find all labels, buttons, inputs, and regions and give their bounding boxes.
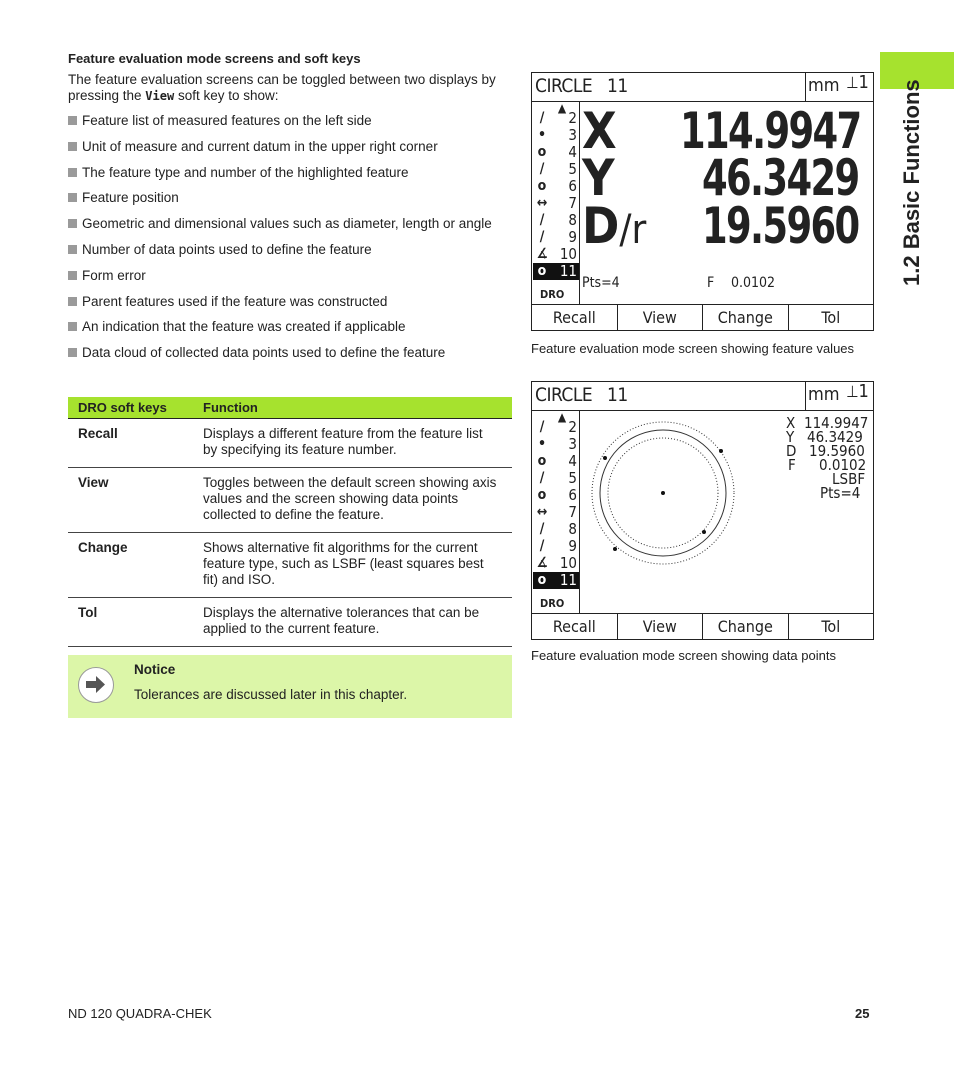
distance-icon: ↔: [536, 195, 548, 211]
screen-title-bar: [532, 382, 873, 411]
arrow-right-icon: [78, 667, 114, 703]
point-icon: •: [537, 127, 547, 143]
bullet-item: [68, 216, 492, 242]
dro-screen-values: [531, 72, 874, 331]
feature-number: 9: [568, 537, 577, 555]
table-row: [68, 597, 512, 646]
feature-list-item[interactable]: [533, 212, 579, 229]
bullet-item: [68, 345, 492, 371]
feature-number: 4: [568, 452, 577, 470]
table-header-row: [68, 397, 512, 418]
bullet-text: An indication that the feature was created if applicable: [82, 319, 406, 335]
feature-number: 11: [559, 262, 577, 280]
feature-number: 5: [568, 469, 577, 487]
data-cloud-plot: [588, 418, 738, 568]
bullet-square-icon: [68, 245, 77, 254]
line-icon: /: [539, 161, 545, 177]
circle-icon: o: [537, 572, 547, 588]
tol-softkey[interactable]: Tol: [821, 308, 841, 327]
circle-icon: o: [537, 263, 547, 279]
unit-label: mm: [808, 75, 840, 96]
screen1-caption: Feature evaluation mode screen showing feature values: [531, 341, 855, 356]
feature-list-item[interactable]: [533, 504, 579, 521]
unit-datum-box: [805, 73, 873, 102]
bullet-square-icon: [68, 297, 77, 306]
feature-number: 8: [568, 211, 577, 229]
x-axis-label: X: [786, 414, 796, 432]
bullet-square-icon: [68, 271, 77, 280]
table-header-softkeys: DRO soft keys: [68, 397, 203, 418]
bullet-text: Feature position: [82, 190, 179, 206]
bullet-square-icon: [68, 219, 77, 228]
point-icon: •: [537, 436, 547, 452]
dro-label: DRO: [540, 597, 565, 610]
data-point: [613, 547, 617, 551]
angle-icon: ∡: [536, 246, 548, 262]
bullet-square-icon: [68, 168, 77, 177]
tol-softkey[interactable]: Tol: [821, 617, 841, 636]
change-softkey[interactable]: Change: [703, 614, 789, 639]
data-point: [719, 449, 723, 453]
bullet-item: [68, 139, 492, 165]
recall-softkey[interactable]: Recall: [532, 305, 618, 330]
points-count: Pts=4: [582, 275, 620, 291]
softkey-name: View: [68, 467, 203, 532]
circle-icon: o: [537, 178, 547, 194]
bullet-item: [68, 190, 492, 216]
circle-icon: o: [537, 144, 547, 160]
line-icon: /: [539, 212, 545, 228]
feature-list-item[interactable]: [533, 178, 579, 195]
feature-number: 6: [568, 486, 577, 504]
feature-list-item[interactable]: [533, 453, 579, 470]
bullet-square-icon: [68, 348, 77, 357]
feature-number: 4: [568, 143, 577, 161]
points-count: Pts=4: [820, 484, 861, 502]
dro-label: DRO: [540, 288, 565, 301]
feature-list: [532, 411, 580, 613]
feature-number: 6: [568, 177, 577, 195]
scroll-up-icon[interactable]: ▲: [557, 101, 567, 115]
line-icon: /: [539, 419, 545, 435]
feature-list-item[interactable]: [533, 419, 579, 436]
bullet-text: Parent features used if the feature was constructed: [82, 293, 388, 309]
circle-icon: o: [537, 487, 547, 503]
feature-list-item[interactable]: [533, 436, 579, 453]
table-row: [68, 467, 512, 532]
bullet-text: Feature list of measured features on the left side: [82, 113, 372, 128]
bullet-item: [68, 165, 492, 191]
feature-list-item[interactable]: [533, 246, 579, 263]
feature-number: 5: [568, 160, 577, 178]
d-axis-label: D: [786, 442, 797, 460]
intro-text-end: soft key to show:: [174, 88, 279, 103]
section-tab-label: 1.2 Basic Functions: [899, 79, 924, 286]
feature-number: 7: [568, 503, 577, 521]
view-softkey[interactable]: View: [618, 305, 704, 330]
bullet-square-icon: [68, 193, 77, 202]
feature-number: 2: [568, 418, 577, 436]
feature-list-item[interactable]: [533, 555, 579, 572]
y-axis-label: Y: [582, 149, 615, 207]
footer-product: ND 120 QUADRA-CHEK: [68, 1006, 212, 1021]
softkey-bar: [532, 304, 873, 330]
d-value: 19.5960: [809, 442, 865, 460]
feature-number: 7: [568, 194, 577, 212]
circle-icon: o: [537, 453, 547, 469]
bullet-text: Number of data points used to define the feature: [82, 241, 372, 257]
form-error-value: 0.0102: [819, 456, 867, 474]
form-error-value: 0.0102: [731, 275, 776, 291]
page-number: 25: [855, 1006, 870, 1021]
form-error-label: F: [788, 456, 796, 474]
x-value: 114.9947: [804, 414, 869, 432]
feature-list-item[interactable]: [533, 144, 579, 161]
feature-list-item[interactable]: [533, 572, 579, 589]
line-icon: /: [539, 538, 545, 554]
datum-label: ⊥1: [846, 381, 869, 402]
y-value: 46.3429: [807, 428, 863, 446]
bullet-item: [68, 268, 492, 294]
feature-number: 3: [568, 126, 577, 144]
line-icon: /: [539, 229, 545, 245]
feature-list-item[interactable]: [533, 127, 579, 144]
bullet-text: Form error: [82, 267, 146, 283]
softkey-function: Displays the alternative tolerances that can be applied to the current feature.: [203, 597, 512, 646]
datum-label: ⊥1: [846, 72, 869, 93]
bullet-item: [68, 242, 492, 268]
data-point: [603, 456, 607, 460]
feature-list-item[interactable]: [533, 487, 579, 504]
bullet-item: [68, 294, 492, 320]
view-softkey[interactable]: View: [618, 614, 704, 639]
notice-title: Notice: [134, 662, 176, 677]
bullet-text: Unit of measure and current datum in the upper right corner: [82, 138, 438, 154]
bullet-item: [68, 319, 492, 345]
feature-title: CIRCLE 11: [535, 75, 628, 97]
softkey-name: Tol: [68, 597, 203, 646]
softkey-bar: [532, 613, 873, 639]
feature-list-item[interactable]: [533, 195, 579, 212]
angle-icon: ∡: [536, 555, 548, 571]
bullet-text: Geometric and dimensional values such as diameter, length or angle: [82, 216, 492, 232]
softkey-table: [68, 397, 512, 647]
screen2-caption: Feature evaluation mode screen showing data points: [531, 648, 836, 663]
recall-softkey[interactable]: Recall: [532, 614, 618, 639]
softkey-function: Shows alternative fit algorithms for the current feature type, such as LSBF (least squares best fit) and ISO.: [203, 532, 512, 597]
notice-text: Tolerances are discussed later in this chapter.: [134, 687, 408, 702]
feature-list-item[interactable]: [533, 110, 579, 127]
bullet-text: Data cloud of collected data points used to define the feature: [82, 345, 446, 361]
feature-list-item[interactable]: [533, 161, 579, 178]
section-heading: Feature evaluation mode screens and soft keys: [68, 51, 361, 66]
bullet-square-icon: [68, 116, 77, 125]
feature-number: 11: [559, 571, 577, 589]
table-row: [68, 418, 512, 467]
dro-screen-points: [531, 381, 874, 640]
intro-paragraph: [68, 72, 513, 104]
form-error-label: F: [707, 275, 715, 291]
bullet-text: The feature type and number of the highlighted feature: [82, 164, 409, 180]
change-softkey[interactable]: Change: [703, 305, 789, 330]
softkey-name: Recall: [68, 418, 203, 467]
intro-text: The feature evaluation screens can be toggled between two displays by pressing the: [68, 72, 496, 103]
notice-box: [68, 655, 512, 718]
feature-number: 2: [568, 109, 577, 127]
bullet-square-icon: [68, 322, 77, 331]
y-value: 46.3429: [702, 149, 859, 207]
feature-list: [532, 102, 580, 304]
bullet-square-icon: [68, 142, 77, 151]
line-icon: /: [539, 521, 545, 537]
feature-number: 9: [568, 228, 577, 246]
scroll-up-icon[interactable]: ▲: [557, 410, 567, 424]
unit-label: mm: [808, 384, 840, 405]
table-header-function: Function: [203, 397, 512, 418]
feature-list-item[interactable]: [533, 470, 579, 487]
softkey-name: Change: [68, 532, 203, 597]
table-row: [68, 532, 512, 597]
softkey-function: Displays a different feature from the feature list by specifying its feature number.: [203, 418, 512, 467]
fit-algorithm: LSBF: [832, 470, 866, 488]
feature-title: CIRCLE 11: [535, 384, 628, 406]
feature-list-item[interactable]: [533, 538, 579, 555]
line-icon: /: [539, 110, 545, 126]
d-value: 19.5960: [702, 197, 859, 255]
line-icon: /: [539, 470, 545, 486]
feature-number: 3: [568, 435, 577, 453]
feature-bullet-list: [68, 113, 492, 371]
feature-number: 10: [559, 245, 577, 263]
feature-list-item[interactable]: [533, 521, 579, 538]
bullet-item: [68, 113, 492, 139]
feature-number: 8: [568, 520, 577, 538]
x-axis-label: X: [582, 102, 617, 160]
center-point: [661, 491, 665, 495]
x-value: 114.9947: [680, 102, 861, 160]
unit-datum-box: [805, 382, 873, 411]
screen-title-bar: [532, 73, 873, 102]
feature-number: 10: [559, 554, 577, 572]
y-axis-label: Y: [786, 428, 795, 446]
feature-list-item[interactable]: [533, 263, 579, 280]
distance-icon: ↔: [536, 504, 548, 520]
view-key-name: View: [145, 89, 175, 103]
softkey-function: Toggles between the default screen showing axis values and the screen showing data points collected to define the feature.: [203, 467, 512, 532]
data-point: [702, 530, 706, 534]
d-axis-label: D/r: [582, 197, 647, 255]
feature-list-item[interactable]: [533, 229, 579, 246]
